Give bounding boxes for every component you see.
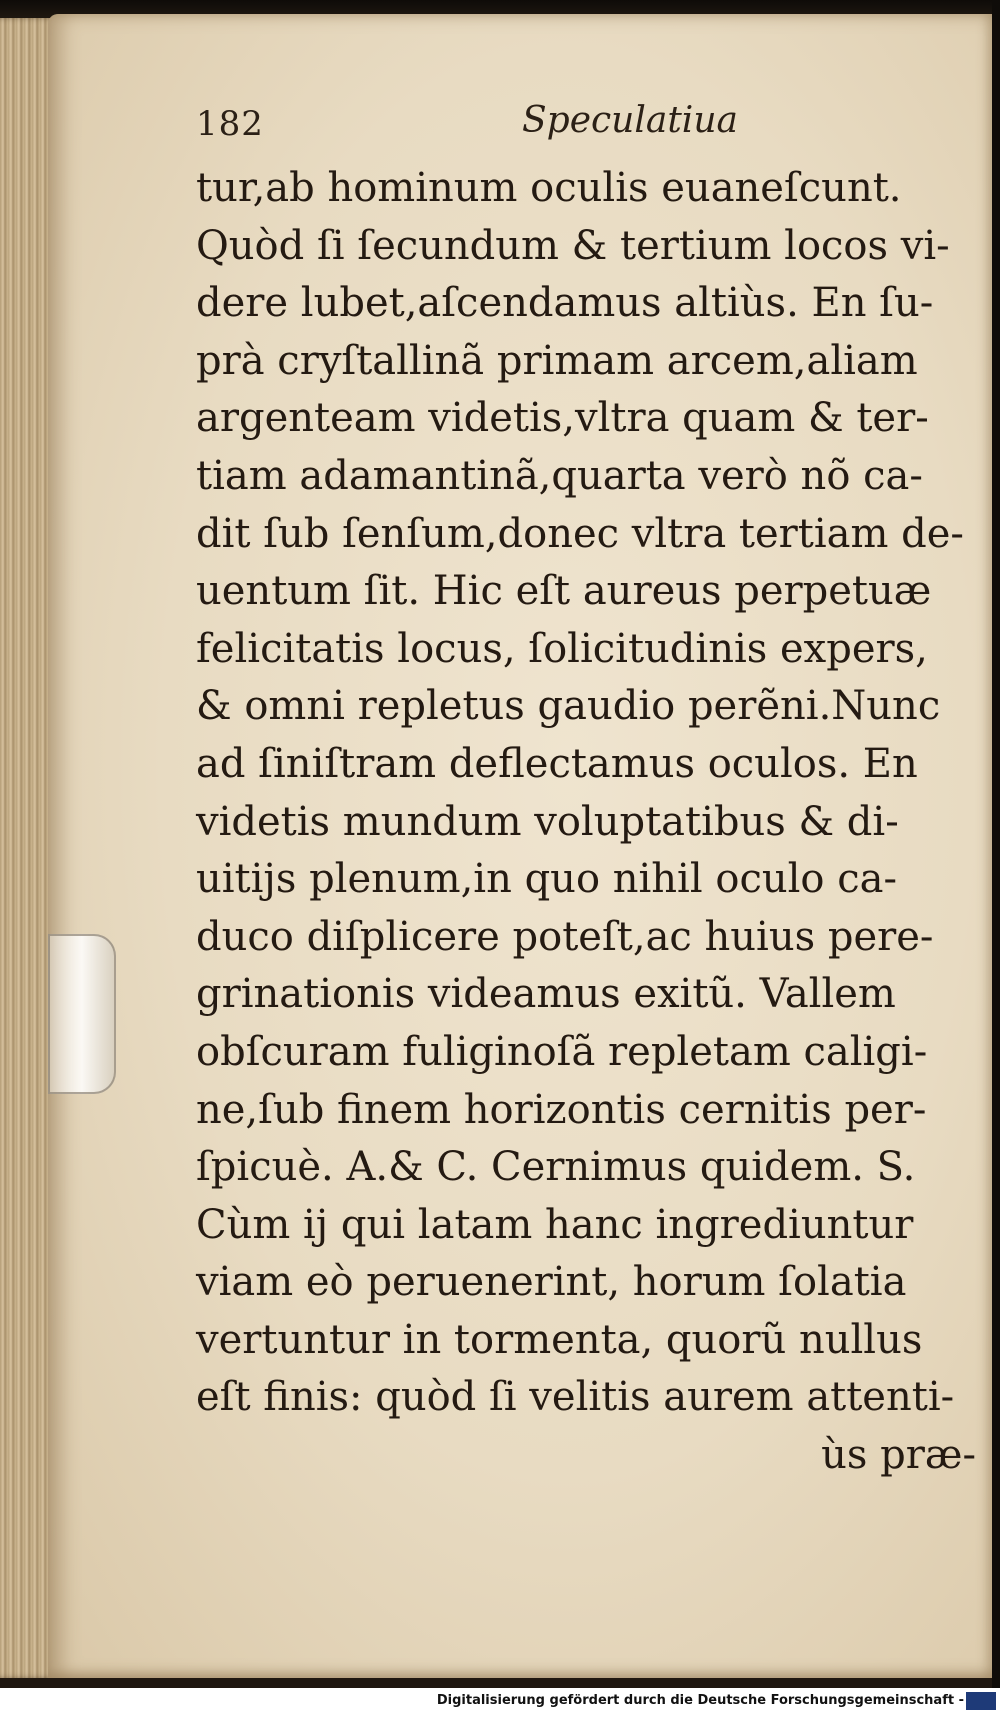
text-line: prà cryſtallinã primam arcem,aliam <box>196 337 918 384</box>
text-line: uitijs plenum,in quo nihil oculo ca- <box>196 856 897 903</box>
text-line: tiam adamantinã,quarta verò nõ ca- <box>196 452 923 499</box>
body-text <box>196 160 976 1485</box>
text-line: argenteam videtis,vltra quam & ter- <box>196 395 929 442</box>
text-line: ne,ſub finem horizontis cernitis per- <box>196 1086 927 1133</box>
text-line: & omni repletus gaudio perẽni.Nunc <box>196 683 941 730</box>
text-line: eſt finis: quòd ſi velitis aurem attenti- <box>196 1374 955 1421</box>
text-line: felicitatis locus, ſolicitudinis expers, <box>196 625 928 672</box>
text-line: vertuntur in tormenta, quorũ nullus <box>196 1316 923 1363</box>
text-line: ſpicuè. A.& C. Cernimus quidem. S. <box>196 1144 916 1191</box>
text-line: Cùm ij qui latam hanc ingrediuntur <box>196 1201 914 1248</box>
text-line: Quòd ſi ſecundum & tertium locos vi- <box>196 222 950 269</box>
text-line: uentum ſit. Hic eſt aureus perpetuæ <box>196 568 932 615</box>
text-line: grinationis videamus exitũ. Vallem <box>196 971 896 1018</box>
scan-right-border <box>992 0 1000 1716</box>
text-line: viam eò peruenerint, horum ſolatia <box>196 1259 907 1306</box>
text-line: videtis mundum voluptatibus & di- <box>196 798 899 845</box>
catchword: ùs præ- <box>821 1432 976 1479</box>
funding-credit: Digitalisierung gefördert durch die Deutsche Forschungsgemeinschaft - <box>436 1693 964 1708</box>
digitization-footer <box>0 1688 1000 1716</box>
text-line: tur,ab hominum oculis euaneſcunt. <box>196 165 902 211</box>
running-head: Speculatiua <box>522 100 738 141</box>
page-number: 182 <box>196 104 264 144</box>
page-clip <box>48 934 116 1094</box>
page-header <box>196 100 956 150</box>
dfg-logo <box>966 1692 996 1710</box>
text-line: dere lubet,aſcendamus altiùs. En ſu- <box>196 280 934 327</box>
text-line: obſcuram fuliginoſã repletam caligi- <box>196 1028 928 1075</box>
text-line: duco diſplicere poteſt,ac huius pere- <box>196 913 934 960</box>
text-line: dit ſub ſenſum,donec vltra tertiam de- <box>196 510 964 557</box>
text-line: ad ſiniſtram deflectamus oculos. En <box>196 740 918 787</box>
